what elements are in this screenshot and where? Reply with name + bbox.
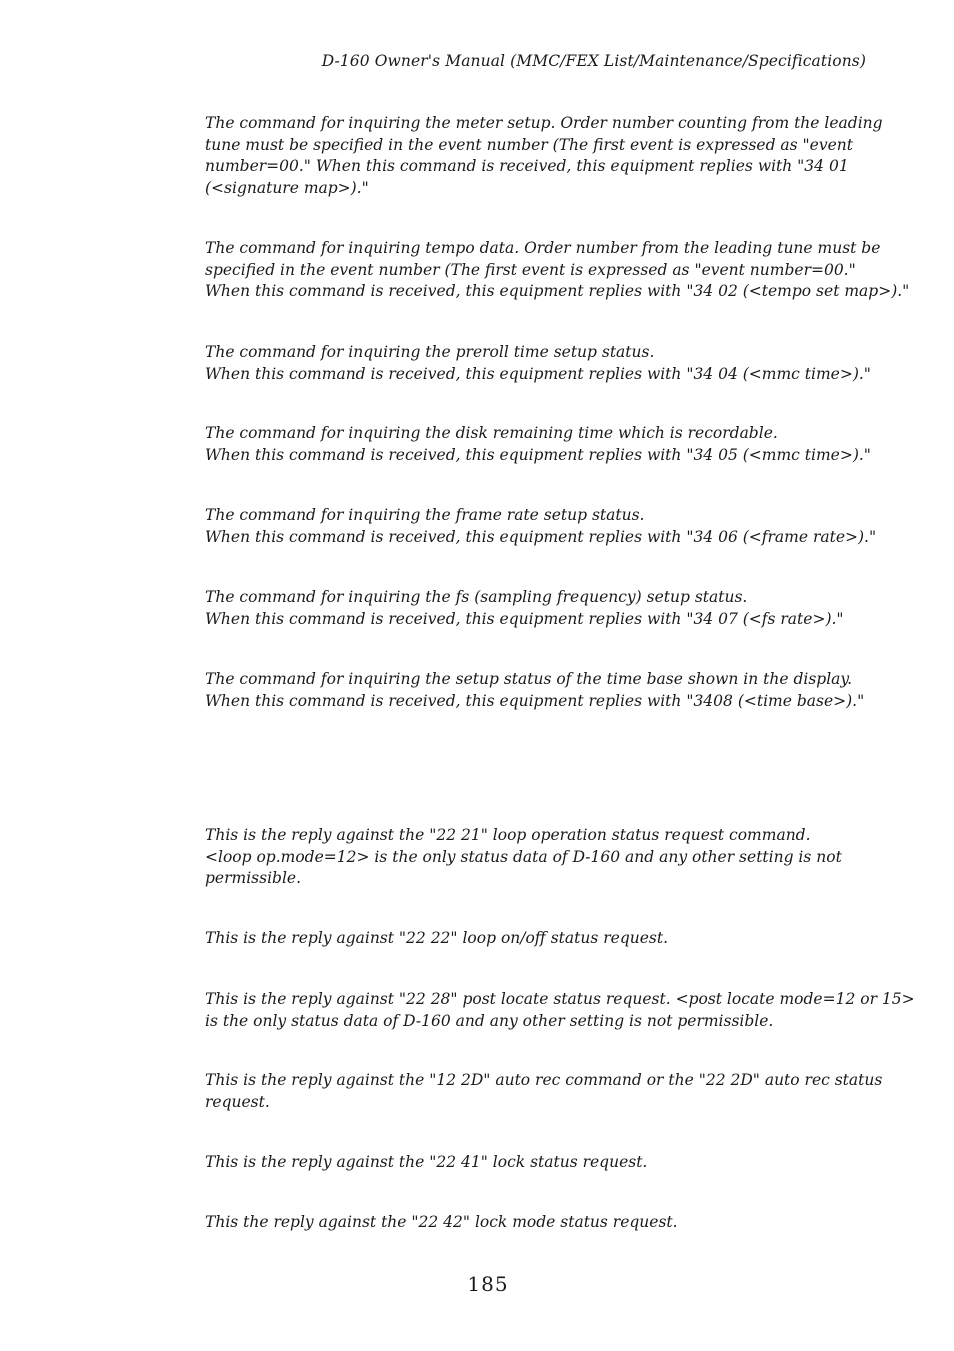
paragraph-time-base <box>205 669 870 712</box>
paragraph-tempo-data <box>205 238 910 303</box>
paragraph-lock-mode <box>205 1212 870 1234</box>
paragraph-lock-status <box>205 1152 870 1174</box>
text-line: This is the reply against the "12 2D" auto rec command or the "22 2D" auto rec status <box>205 1071 883 1089</box>
text-line: tune must be specified in the event number (The first event is expressed as "event <box>205 135 853 154</box>
text-line: The command for inquiring the meter setup. Order number counting from the leading <box>205 114 883 132</box>
text-line: This is the reply against the "22 21" loop operation status request command. <box>205 826 811 844</box>
text-line: permissible. <box>205 869 302 888</box>
text-line: This is the reply against the "22 41" lock status request. <box>205 1153 648 1171</box>
text-line: (<signature map>)." <box>205 179 369 198</box>
text-line: The command for inquiring the setup status of the time base shown in the display. <box>205 670 853 688</box>
text-line: <loop op.mode=12> is the only status data of D-160 and any other setting is not <box>205 847 842 866</box>
paragraph-disk-remaining <box>205 423 870 466</box>
text-line: The command for inquiring tempo data. Order number from the leading tune must be <box>205 239 881 257</box>
paragraph-loop-on-off <box>205 928 870 950</box>
text-line: The command for inquiring the frame rate setup status. <box>205 506 645 524</box>
text-line: When this command is received, this equipment replies with "34 02 (<tempo set map>)." <box>205 282 910 301</box>
text-line: is the only status data of D-160 and any other setting is not permissible. <box>205 1011 774 1030</box>
text-line: When this command is received, this equipment replies with "34 04 (<mmc time>)." <box>205 364 871 383</box>
paragraph-loop-operation <box>205 825 870 890</box>
text-line: When this command is received, this equipment replies with "34 05 (<mmc time>)." <box>205 445 871 464</box>
text-line: When this command is received, this equipment replies with "34 07 (<fs rate>)." <box>205 609 844 628</box>
text-line: This is the reply against "22 28" post locate status request. <post locate mode=12 or 15> <box>205 990 915 1008</box>
page-number: 185 <box>467 1272 509 1296</box>
text-line: The command for inquiring the fs (sampling frequency) setup status. <box>205 588 748 606</box>
running-header: D-160 Owner's Manual (MMC/FEX List/Maintenance/Specifications) <box>321 52 866 70</box>
text-line: When this command is received, this equipment replies with "34 06 (<frame rate>)." <box>205 527 877 546</box>
paragraph-meter-setup <box>205 113 883 200</box>
text-line: This is the reply against "22 22" loop on/off status request. <box>205 929 669 947</box>
text-line: The command for inquiring the disk remaining time which is recordable. <box>205 424 778 442</box>
paragraph-auto-rec <box>205 1070 883 1113</box>
text-line: request. <box>205 1092 270 1111</box>
text-line: The command for inquiring the preroll time setup status. <box>205 343 655 361</box>
text-line: specified in the event number (The first event is expressed as "event number=00." <box>205 260 856 279</box>
paragraph-frame-rate <box>205 505 877 548</box>
text-line: This the reply against the "22 42" lock mode status request. <box>205 1213 678 1231</box>
paragraph-post-locate <box>205 989 915 1032</box>
paragraph-preroll-time <box>205 342 870 385</box>
text-line: number=00." When this command is received, this equipment replies with "34 01 <box>205 157 849 176</box>
paragraph-fs-rate <box>205 587 870 630</box>
text-line: When this command is received, this equipment replies with "3408 (<time base>)." <box>205 691 865 710</box>
